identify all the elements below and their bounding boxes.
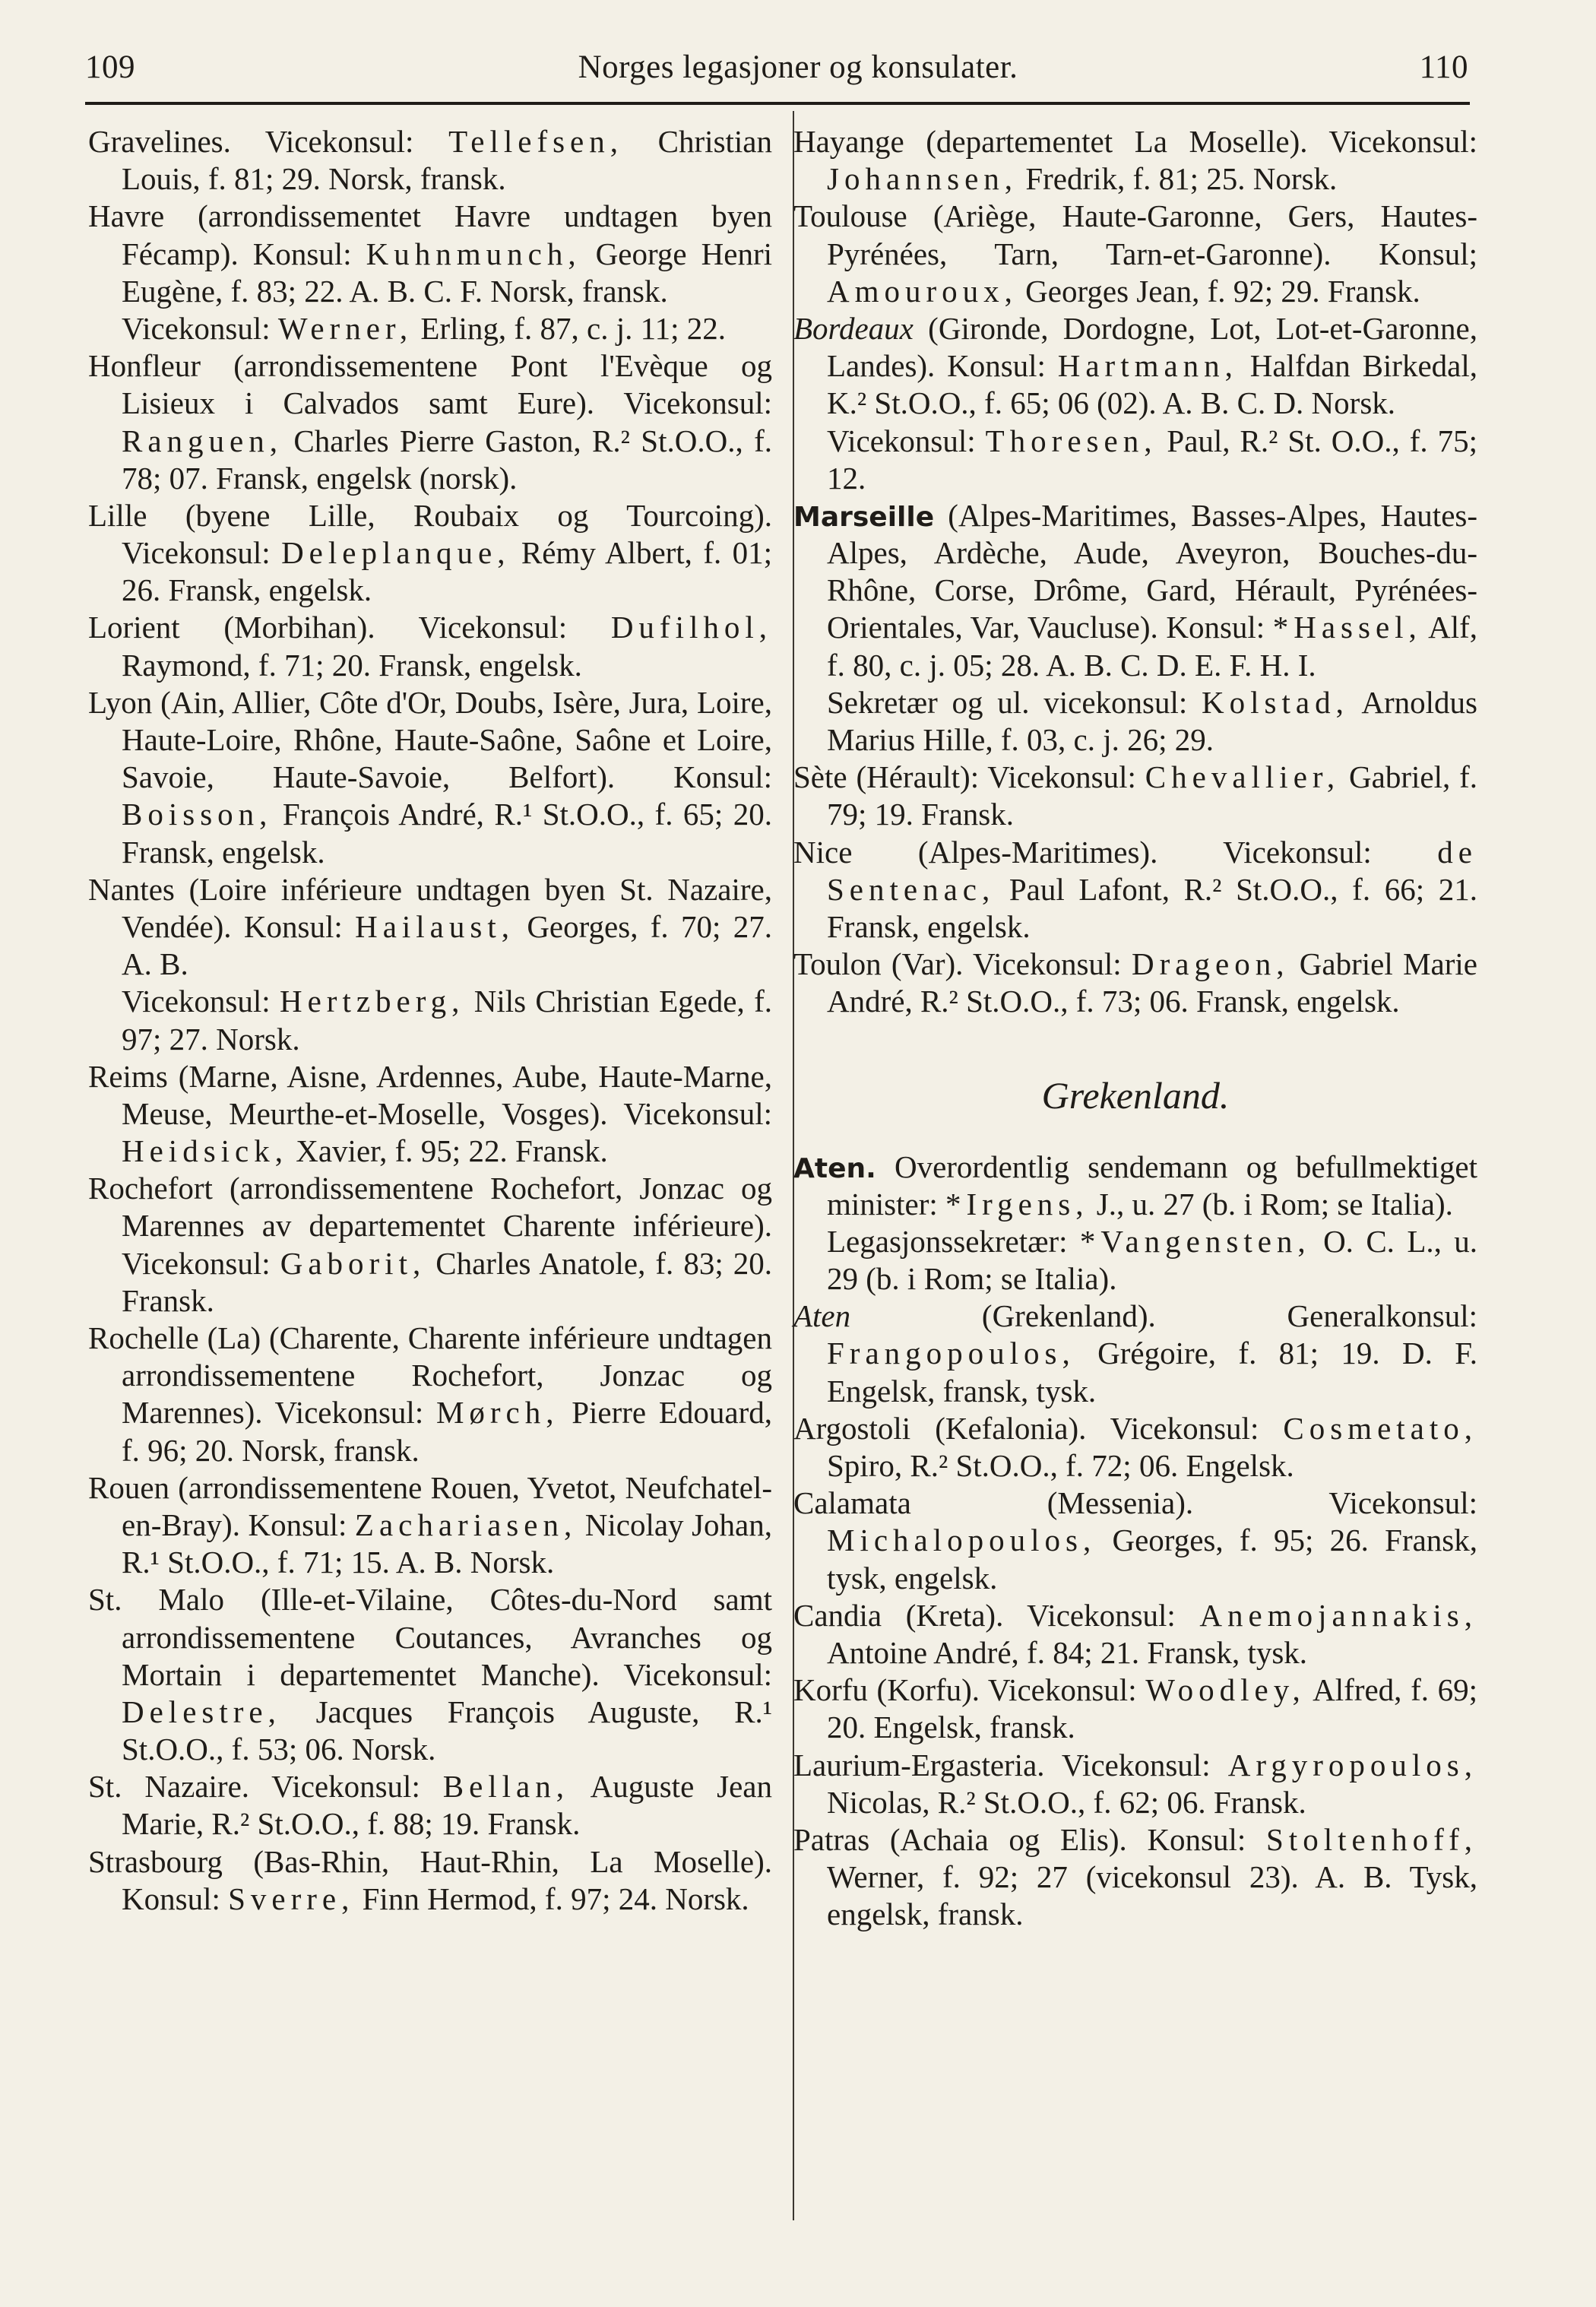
left-column	[88, 123, 772, 1918]
entry-text: Vicekonsul:	[249, 1769, 443, 1805]
entry-rest: Raymond, f. 71; 20. Fransk, engelsk.	[122, 647, 582, 683]
entry-rest: Erling, f. 87, c. j. 11; 22.	[413, 310, 726, 346]
entry	[88, 123, 772, 198]
entry-text: (Alpes-Maritimes, Basses-Alpes, Hautes-Alpes, Ardèche, Aude, Aveyron, Bouches-du-Rhône, Corse, Drôme, Gard, Hérault, Pyrénées-Orientales, Var, Vaucluse). Konsul:	[827, 497, 1477, 645]
entry-name: *Hassel,	[1272, 610, 1422, 645]
entry-rest: Fredrik, f. 81; 25. Norsk.	[1018, 161, 1338, 197]
entry-rest: Charles Anatole, f. 83; 20. Fransk.	[122, 1245, 773, 1318]
entry-rest: Charles Pierre Gaston, R.² St.O.O., f. 78; 07. Fransk, engelsk (norsk).	[122, 423, 772, 496]
entry-text: (Charente, Charente inférieure undtagen arrondissementene Rochefort, Jonzac og Marennes). Vicekonsul:	[122, 1320, 772, 1431]
entry	[793, 1410, 1477, 1485]
right-column	[793, 123, 1477, 1933]
entry-lead: Bordeaux	[793, 310, 914, 346]
entry-name: Gaborit,	[280, 1245, 426, 1281]
entry	[88, 347, 772, 497]
entry	[793, 1672, 1477, 1746]
entry-text: (Messenia). Vicekonsul:	[910, 1485, 1477, 1521]
page-number-left: 109	[85, 49, 135, 85]
entry-name: Anemojannakis,	[1199, 1597, 1477, 1633]
entry	[88, 609, 772, 683]
entry	[88, 310, 772, 347]
running-title: Norges legasjoner og konsulater.	[578, 49, 1018, 85]
entry	[88, 684, 772, 871]
entry-name: Mørch,	[435, 1395, 559, 1431]
entry-name: Ranguen,	[122, 423, 283, 458]
section-title: Grekenland.	[1041, 1073, 1230, 1117]
entry-rest: Paul, R.² St. O.O., f. 75; 12.	[827, 423, 1477, 496]
entry-rest: Nicolay Johan, R.¹ St.O.O., f. 71; 15. A. B. Norsk.	[122, 1507, 772, 1580]
entry-text: (arrondissementene Pont l'Evèque og Lisieux i Calvados samt Eure). Vicekonsul:	[122, 348, 772, 421]
entry-lead: Aten.	[793, 1152, 876, 1184]
entry-lead: Gravelines.	[88, 124, 231, 159]
entry	[793, 1485, 1477, 1597]
entry-rest: Antoine André, f. 84; 21. Fransk, tysk.	[827, 1634, 1308, 1670]
entry-rest: George Henri Eugène, f. 83; 22. A. B. C. F. Norsk, fransk.	[122, 236, 772, 309]
entry-name: Hartmann,	[1057, 348, 1238, 384]
entry	[88, 1768, 772, 1843]
entry	[793, 198, 1477, 310]
entry-rest: O. C. L., u. 29 (b. i Rom; se Italia).	[827, 1223, 1477, 1297]
entry-name: Argyropoulos,	[1227, 1747, 1477, 1783]
entry-lead: Candia	[793, 1597, 882, 1633]
entry-text: Legasjonssekretær:	[827, 1223, 1080, 1259]
entry-lead: Hayange	[793, 124, 904, 159]
entry	[88, 198, 772, 310]
entry-name: Stoltenhoff,	[1266, 1821, 1477, 1857]
entry-lead: Havre	[88, 198, 165, 234]
entry-rest: Auguste Jean Marie, R.² St.O.O., f. 88; 19. Fransk.	[122, 1769, 772, 1842]
entry	[88, 1320, 772, 1469]
entry	[793, 423, 1477, 497]
header-rule	[85, 102, 1470, 105]
entry-name: Bellan,	[442, 1769, 569, 1805]
entry-text: (Gironde, Dordogne, Lot, Lot-et-Garonne, Landes). Konsul:	[827, 310, 1477, 384]
entry-text: (arrondissementet Havre undtagen byen Fécamp). Konsul:	[122, 198, 772, 271]
entry-name: Hertzberg,	[280, 984, 465, 1019]
entry-rest: Grégoire, f. 81; 19. D. F. Engelsk, fransk, tysk.	[827, 1336, 1477, 1409]
entry-text: (Alpes-Maritimes). Vicekonsul:	[852, 834, 1438, 870]
entry-rest: Paul Lafont, R.² St.O.O., f. 66; 21. Fransk, engelsk.	[827, 871, 1477, 944]
entry-rest: Georges Jean, f. 92; 29. Fransk.	[1017, 273, 1420, 309]
entry-rest: Nils Christian Egede, f. 97; 27. Norsk.	[122, 984, 772, 1057]
entry-text: (Ariège, Haute-Garonne, Gers, Hautes-Pyrénées, Tarn, Tarn-et-Garonne). Konsul;	[827, 198, 1477, 271]
entry-name: Thoresen,	[985, 423, 1157, 458]
entry-name: Dufilhol,	[610, 610, 772, 645]
entry-text: (Loire inférieure undtagen byen St. Nazaire, Vendée). Konsul:	[122, 871, 772, 944]
entry-rest: Gabriel, f. 79; 19. Fransk.	[827, 759, 1477, 832]
entry-rest: Arnoldus Marius Hille, f. 03, c. j. 26; 29.	[827, 684, 1477, 757]
entry-lead: Laurium-Ergasteria.	[793, 1747, 1045, 1783]
entry	[793, 759, 1477, 833]
france-entries-right	[793, 123, 1477, 1021]
entry-text: (arrondissementene Rouen, Yvetot, Neufchatel-en-Bray). Konsul:	[122, 1469, 772, 1542]
entry	[88, 1469, 772, 1582]
entry-name: Michalopoulos,	[827, 1523, 1097, 1558]
entry-text: Sekretær og ul. vicekonsul:	[827, 684, 1202, 720]
entry-text: (byene Lille, Roubaix og Tourcoing). Vicekonsul:	[122, 497, 772, 571]
entry-lead: Lyon	[88, 684, 153, 720]
entry-lead: Reims	[88, 1058, 168, 1094]
entry-name: Cosmetato,	[1283, 1410, 1477, 1446]
entry-lead: St. Nazaire.	[88, 1769, 250, 1805]
entry-rest: Finn Hermod, f. 97; 24. Norsk.	[354, 1881, 749, 1916]
entry-text: (Morbihan). Vicekonsul:	[179, 610, 611, 645]
entry-name: Amouroux,	[827, 273, 1018, 309]
entry-rest: François André, R.¹ St.O.O., f. 65; 20. Fransk, engelsk.	[122, 797, 772, 870]
entry-rest: Halfdan Birkedal, K.² St.O.O., f. 65; 06 (02). A. B. C. D. Norsk.	[827, 348, 1477, 421]
entry	[88, 1170, 772, 1320]
entry-name: Heidsick,	[122, 1133, 288, 1169]
entry-rest: Spiro, R.² St.O.O., f. 72; 06. Engelsk.	[827, 1448, 1294, 1483]
entry-rest: J., u. 27 (b. i Rom; se Italia).	[1088, 1186, 1453, 1222]
entry-rest: Jacques François Auguste, R.¹ St.O.O., f. 53; 06. Norsk.	[122, 1694, 772, 1767]
entry-text: (arrondissementene Rochefort, Jonzac og Marennes av departementet Charente inférieure). Vicekonsul:	[122, 1171, 772, 1281]
entry-name: *Vangensten,	[1079, 1223, 1311, 1259]
entry	[793, 1597, 1477, 1672]
entry-rest: Nicolas, R.² St.O.O., f. 62; 06. Fransk.	[827, 1784, 1306, 1820]
entry-lead: Patras	[793, 1821, 870, 1857]
entry-text: (Kefalonia). Vicekonsul:	[910, 1410, 1284, 1446]
entry	[793, 1298, 1477, 1410]
entry-lead: Marseille	[793, 501, 935, 533]
entry	[88, 983, 772, 1057]
entry-text: (Achaia og Elis). Konsul:	[869, 1821, 1266, 1857]
entry-rest: Pierre Edouard, f. 96; 20. Norsk, fransk.	[122, 1395, 772, 1468]
entry-lead: Rochelle (La)	[88, 1320, 261, 1355]
entry-rest: Gabriel Marie André, R.² St.O.O., f. 73; 06. Fransk, engelsk.	[827, 946, 1477, 1019]
entry-lead: Rochefort	[88, 1171, 213, 1206]
entry	[88, 871, 772, 984]
page-number-right: 110	[1419, 49, 1468, 85]
entry-rest: Georges, f. 95; 26. Fransk, tysk, engelsk.	[827, 1523, 1477, 1596]
entry-text: Vicekonsul:	[122, 310, 278, 346]
entry-lead: Lille	[88, 497, 147, 533]
entry-rest: Werner, f. 92; 27 (vicekonsul 23). A. B. Tysk, engelsk, fransk.	[827, 1859, 1477, 1932]
entry	[793, 684, 1477, 759]
entry-text: Overordentlig sendemann og befullmektiget minister:	[827, 1149, 1477, 1222]
entry-rest: Christian Louis, f. 81; 29. Norsk, fransk.	[122, 124, 772, 197]
entry-name: Deleplanque,	[281, 535, 511, 571]
entry-text: (Var). Vicekonsul:	[881, 946, 1132, 982]
entry	[88, 1058, 772, 1171]
entry-text: (Marne, Aisne, Ardennes, Aube, Haute-Marne, Meuse, Meurthe-et-Moselle, Vosges). Vicekonsul:	[122, 1058, 772, 1131]
entry-lead: Honfleur	[88, 348, 201, 384]
entry-lead: Toulouse	[793, 198, 907, 234]
entry-rest: Georges, f. 70; 27. A. B.	[122, 908, 772, 982]
entry	[793, 310, 1477, 423]
entry-name: Tellefsen,	[448, 124, 624, 159]
greece-entries	[793, 1149, 1477, 1934]
entry-text: (Ain, Allier, Côte d'Or, Doubs, Isère, Jura, Loire, Haute-Loire, Rhône, Haute-Saône, Saône et Loire, Savoie, Haute-Savoie, Belfort). Konsul:	[122, 684, 772, 795]
entry-lead: Sète	[793, 759, 847, 795]
entry-lead: Aten	[793, 1298, 851, 1334]
entry-text: Vicekonsul:	[1044, 1747, 1228, 1783]
entry-name: Werner,	[277, 310, 413, 346]
entry-lead: Korfu	[793, 1672, 868, 1708]
entry	[793, 1821, 1477, 1934]
entry	[88, 497, 772, 610]
entry-name: Johannsen,	[827, 161, 1018, 197]
entry-text: (Bas-Rhin, Haut-Rhin, La Moselle). Konsul:	[122, 1843, 772, 1916]
entry-name: Frangopoulos,	[827, 1336, 1075, 1371]
entry	[793, 946, 1477, 1020]
entry-name: Hailaust,	[355, 908, 515, 944]
entry	[793, 1747, 1477, 1821]
entry-text: (departementet La Moselle). Vicekonsul:	[904, 124, 1477, 159]
entry-name: Sverre,	[228, 1881, 355, 1916]
entry-lead: Lorient	[88, 610, 180, 645]
entry-name: Kolstad,	[1202, 684, 1349, 720]
entry-lead: Strasbourg	[88, 1843, 223, 1879]
entry-text: Vicekonsul:	[230, 124, 449, 159]
entry	[793, 123, 1477, 198]
entry-text: (Kreta). Vicekonsul:	[882, 1597, 1200, 1633]
entry-lead: Calamata	[793, 1485, 911, 1521]
entry-rest: Alfred, f. 69; 20. Engelsk, fransk.	[827, 1672, 1477, 1745]
entry-rest: Rémy Albert, f. 01; 26. Fransk, engelsk.	[122, 535, 772, 608]
entry-text: Vicekonsul:	[827, 423, 986, 458]
entry-lead: Nice	[793, 834, 853, 870]
entry-text: Vicekonsul:	[122, 984, 280, 1019]
entry-name: de Sentenac,	[827, 834, 1477, 907]
entry	[793, 834, 1477, 946]
entry-name: Drageon,	[1132, 946, 1290, 982]
entry	[793, 1223, 1477, 1298]
entry-text: (Korfu). Vicekonsul:	[867, 1672, 1146, 1708]
entry-name: Kuhnmunch,	[366, 236, 581, 271]
entry-text: (Ille-et-Vilaine, Côtes-du-Nord samt arrondissementene Coutances, Avranches og Mortain i departementet Manche). Vicekonsul:	[122, 1582, 772, 1692]
entry	[88, 1843, 772, 1918]
entry-lead: St. Malo	[88, 1582, 224, 1618]
entry	[793, 1149, 1477, 1223]
entry-text: (Grekenland). Generalkonsul:	[850, 1298, 1477, 1334]
entry	[88, 1581, 772, 1768]
entry-name: Woodley,	[1145, 1672, 1306, 1708]
entry	[793, 497, 1477, 684]
entry-rest: Alf, f. 80, c. j. 05; 28. A. B. C. D. E. F. H. I.	[827, 610, 1477, 683]
entry-lead: Nantes	[88, 871, 175, 907]
entry-name: Delestre,	[122, 1694, 281, 1729]
entry-rest: Xavier, f. 95; 22. Fransk.	[288, 1133, 608, 1169]
entry-name: Boisson,	[122, 797, 273, 832]
entry-lead: Rouen	[88, 1469, 170, 1505]
entry-name: Chevallier,	[1145, 759, 1341, 795]
entry-text: (Hérault): Vicekonsul:	[847, 759, 1145, 795]
entry-lead: Argostoli	[793, 1410, 911, 1446]
entry-name: *Irgens,	[945, 1186, 1089, 1222]
entry-lead: Toulon	[793, 946, 882, 982]
entry-name: Zachariasen,	[354, 1507, 578, 1542]
